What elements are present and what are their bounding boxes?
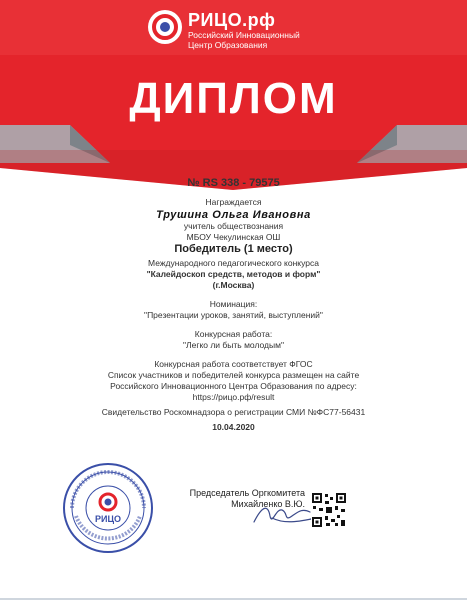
diploma-body [60, 178, 407, 433]
recipient-position: учитель обществознания [183, 221, 284, 231]
official-seal [62, 462, 154, 554]
svg-text:РИЦО: РИЦО [94, 514, 122, 524]
diploma-title: ДИПЛОМ [129, 74, 338, 123]
fgos-note: Конкурсная работа соответствует ФГОС [154, 359, 313, 369]
brand-logo [148, 10, 300, 50]
nomination-value: "Презентации уроков, занятий, выступлений" [144, 310, 323, 320]
result-place: Победитель (1 место) [174, 243, 293, 255]
recipient-name: Трушина Ольга Ивановна [156, 209, 311, 221]
signature-role: Председатель Оргкомитета [189, 488, 305, 498]
signature-name: Михайленко В.Ю. [231, 499, 305, 509]
media-certificate: Свидетельство Роскомнадзора о регистрации СМИ №ФС77-56431 [101, 407, 366, 417]
contest-type: Международного педагогического конкурса [148, 258, 319, 268]
handwritten-signature [250, 496, 320, 530]
contest-name: "Калейдоскоп средств, методов и форм" [146, 269, 321, 279]
nomination-label: Номинация: [209, 299, 258, 309]
awarded-label: Награждается [205, 197, 262, 207]
registration-number: № RS 338 - 79575 [187, 177, 280, 189]
recipient-school: МБОУ Чекулинская ОШ [186, 232, 281, 242]
contest-city: (г.Москва) [212, 280, 255, 290]
rico-logo-icon [148, 10, 182, 44]
brand-subtitle-1: Российский Инновационный [188, 30, 300, 40]
list-note-1: Список участников и победителей конкурса размещен на сайте [107, 370, 360, 380]
results-url: https://рицо.рф/result [192, 392, 275, 402]
issue-date: 10.04.2020 [212, 422, 255, 432]
brand-name: РИЦО.рф [188, 10, 276, 30]
list-note-2: Российского Инновационного Центра Образования по адресу: [110, 381, 357, 391]
qr-code-icon [311, 492, 347, 528]
brand-subtitle-2: Центр Образования [188, 40, 268, 50]
work-label: Конкурсная работа: [194, 329, 273, 339]
work-title: "Легко ли быть молодым" [183, 340, 284, 350]
